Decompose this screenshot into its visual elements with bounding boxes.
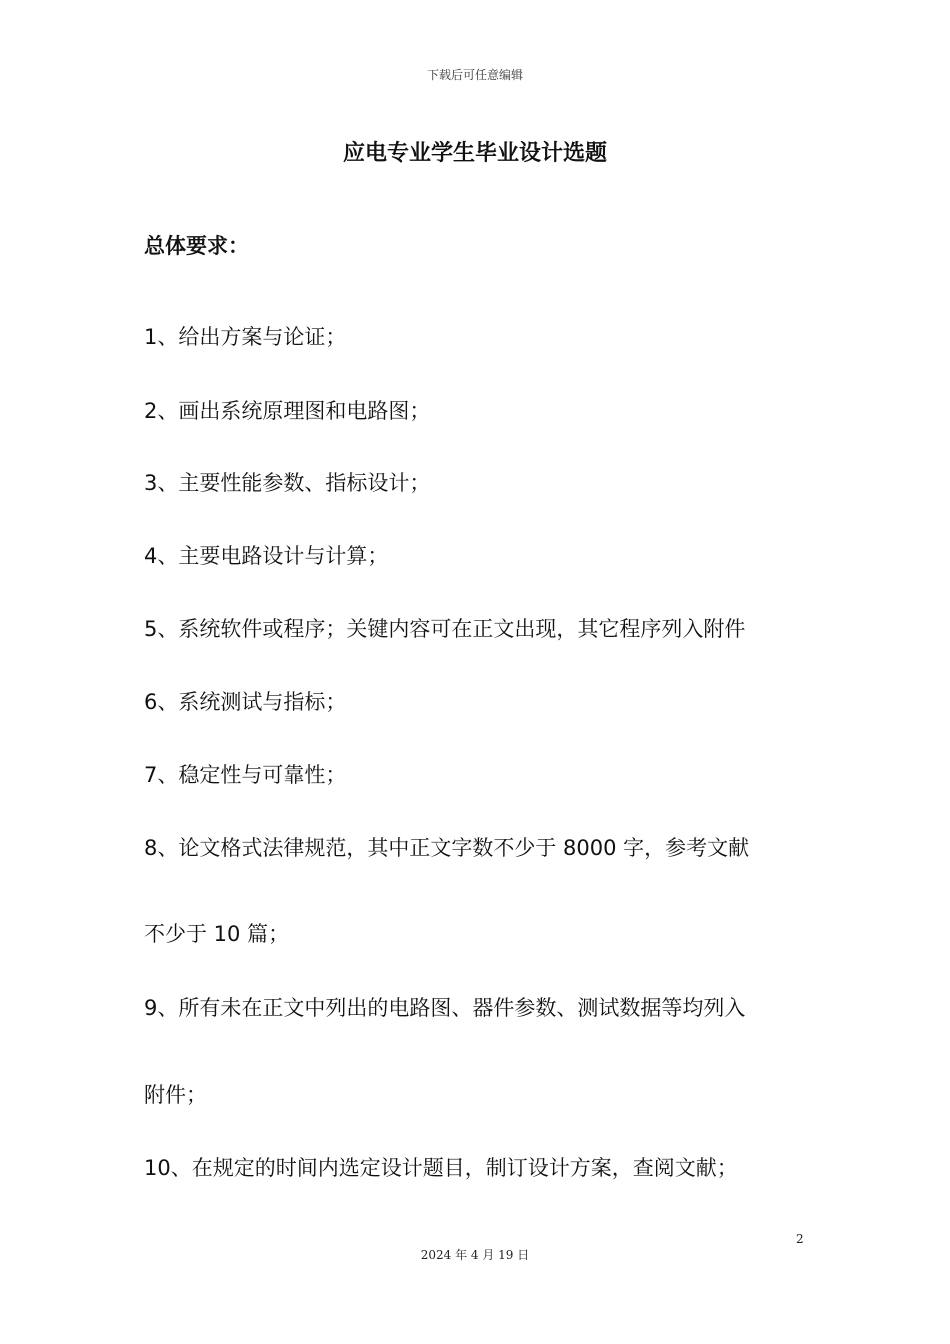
requirement-item-5: 5、系统软件或程序；关键内容可在正文出现，其它程序列入附件 xyxy=(144,617,746,641)
requirement-item-9: 9、所有未在正文中列出的电路图、器件参数、测试数据等均列入 xyxy=(144,996,746,1020)
document-title: 应电专业学生毕业设计选题 xyxy=(342,141,607,166)
requirement-item-8-continued: 不少于 10 篇； xyxy=(144,922,290,946)
requirement-item-7: 7、稳定性与可靠性； xyxy=(144,763,347,787)
requirement-item-9-continued: 附件； xyxy=(144,1083,207,1107)
page-number: 2 xyxy=(796,1232,804,1246)
footer-date: 2024 年 4 月 19 日 xyxy=(420,1248,530,1262)
requirement-item-3: 3、主要性能参数、指标设计； xyxy=(144,471,431,495)
requirement-item-8: 8、论文格式法律规范，其中正文字数不少于 8000 字，参考文献 xyxy=(144,836,750,860)
requirement-item-6: 6、系统测试与指标； xyxy=(144,690,347,714)
requirement-item-2: 2、画出系统原理图和电路图； xyxy=(144,399,431,423)
requirement-item-4: 4、主要电路设计与计算； xyxy=(144,544,389,568)
section-heading: 总体要求： xyxy=(144,234,249,258)
requirement-item-1: 1、给出方案与论证； xyxy=(144,325,347,349)
header-note: 下载后可任意编辑 xyxy=(426,68,523,82)
requirement-item-10: 10、在规定的时间内选定设计题目，制订设计方案，查阅文献； xyxy=(144,1156,738,1180)
